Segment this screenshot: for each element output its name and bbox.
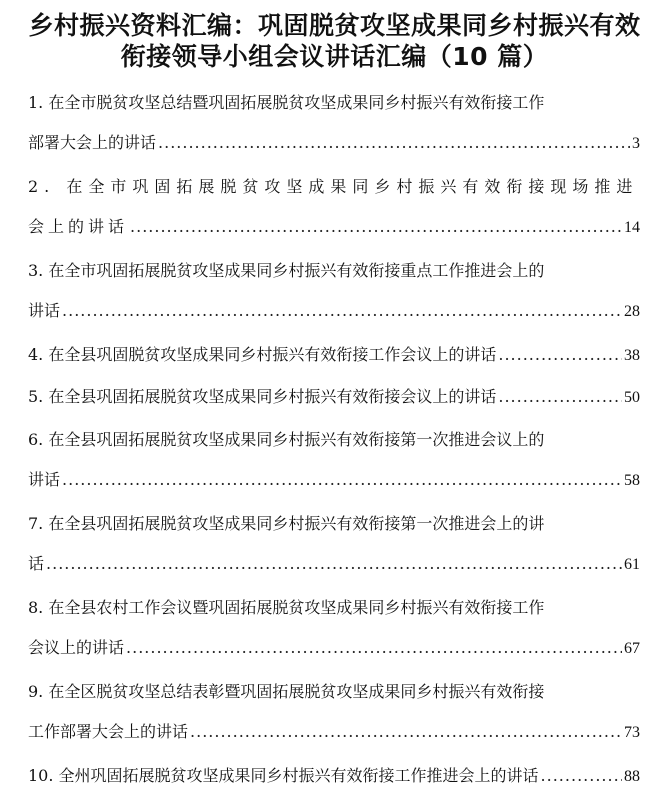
toc-page-number: 14 [624,219,640,236]
toc-entry-text: 6. 在全县巩固拓展脱贫攻坚成果同乡村振兴有效衔接第一次推进会议上的 [28,430,545,449]
toc-entry-text: 会议上的讲话 [28,638,125,657]
toc-leader-dots [62,470,622,489]
toc-entry-text: 讲话 [28,301,61,320]
toc-entry-text: 3. 在全市巩固拓展脱贫攻坚成果同乡村振兴有效衔接重点工作推进会上的 [28,261,545,280]
toc-entry-text: 1. 在全市脱贫攻坚总结暨巩固拓展脱贫攻坚成果同乡村振兴有效衔接工作 [28,93,545,112]
document-title-line-2: 衔接领导小组会议讲话汇编（10 篇） [120,42,549,71]
toc-page-number: 28 [624,303,640,320]
toc-entry-text: 5. 在全县巩固拓展脱贫攻坚成果同乡村振兴有效衔接会议上的讲话 [28,387,497,406]
toc-page-number: 50 [624,389,640,406]
toc-leader-dots [46,554,622,573]
toc-page-number: 3 [632,135,640,152]
toc-leader-dots [126,638,622,657]
toc-leader-dots [62,301,622,320]
toc-entry-text: 工作部署大会上的讲话 [28,722,189,741]
toc-page-number: 67 [624,640,640,657]
toc-entry-text: 9. 在全区脱贫攻坚总结表彰暨巩固拓展脱贫攻坚成果同乡村振兴有效衔接 [28,682,545,701]
toc-leader-dots [498,345,622,364]
toc-entry-text: 讲话 [28,470,61,489]
toc-leader-dots [190,722,622,741]
toc-entry-text: 7. 在全县巩固拓展脱贫攻坚成果同乡村振兴有效衔接第一次推进会上的讲 [28,514,545,533]
toc-entry-text: 10. 全州巩固拓展脱贫攻坚成果同乡村振兴有效衔接工作推进会上的讲话 [28,766,539,785]
toc-page-number: 38 [624,347,640,364]
toc-leader-dots [541,766,622,785]
toc-entry-text: 部署大会上的讲话 [28,133,157,152]
toc-entry-text: 4. 在全县巩固脱贫攻坚成果同乡村振兴有效衔接工作会议上的讲话 [28,345,497,364]
toc-entry-text: 2. 在全市巩固拓展脱贫攻坚成果同乡村振兴有效衔接现场推进 [28,177,639,196]
document-title-line-1: 乡村振兴资料汇编：巩固脱贫攻坚成果同乡村振兴有效 [28,11,641,40]
toc-page-number: 73 [624,724,640,741]
toc-entry-text: 8. 在全县农村工作会议暨巩固拓展脱贫攻坚成果同乡村振兴有效衔接工作 [28,598,545,617]
toc-leader-dots [498,387,622,406]
toc-entry-text: 会上的讲话 [28,217,129,236]
toc-page-number: 88 [624,768,640,785]
toc-leader-dots [130,217,622,236]
toc-entry-text: 话 [28,554,45,573]
toc-leader-dots [158,133,630,152]
toc-page-number: 61 [624,556,640,573]
toc-page-number: 58 [624,472,640,489]
